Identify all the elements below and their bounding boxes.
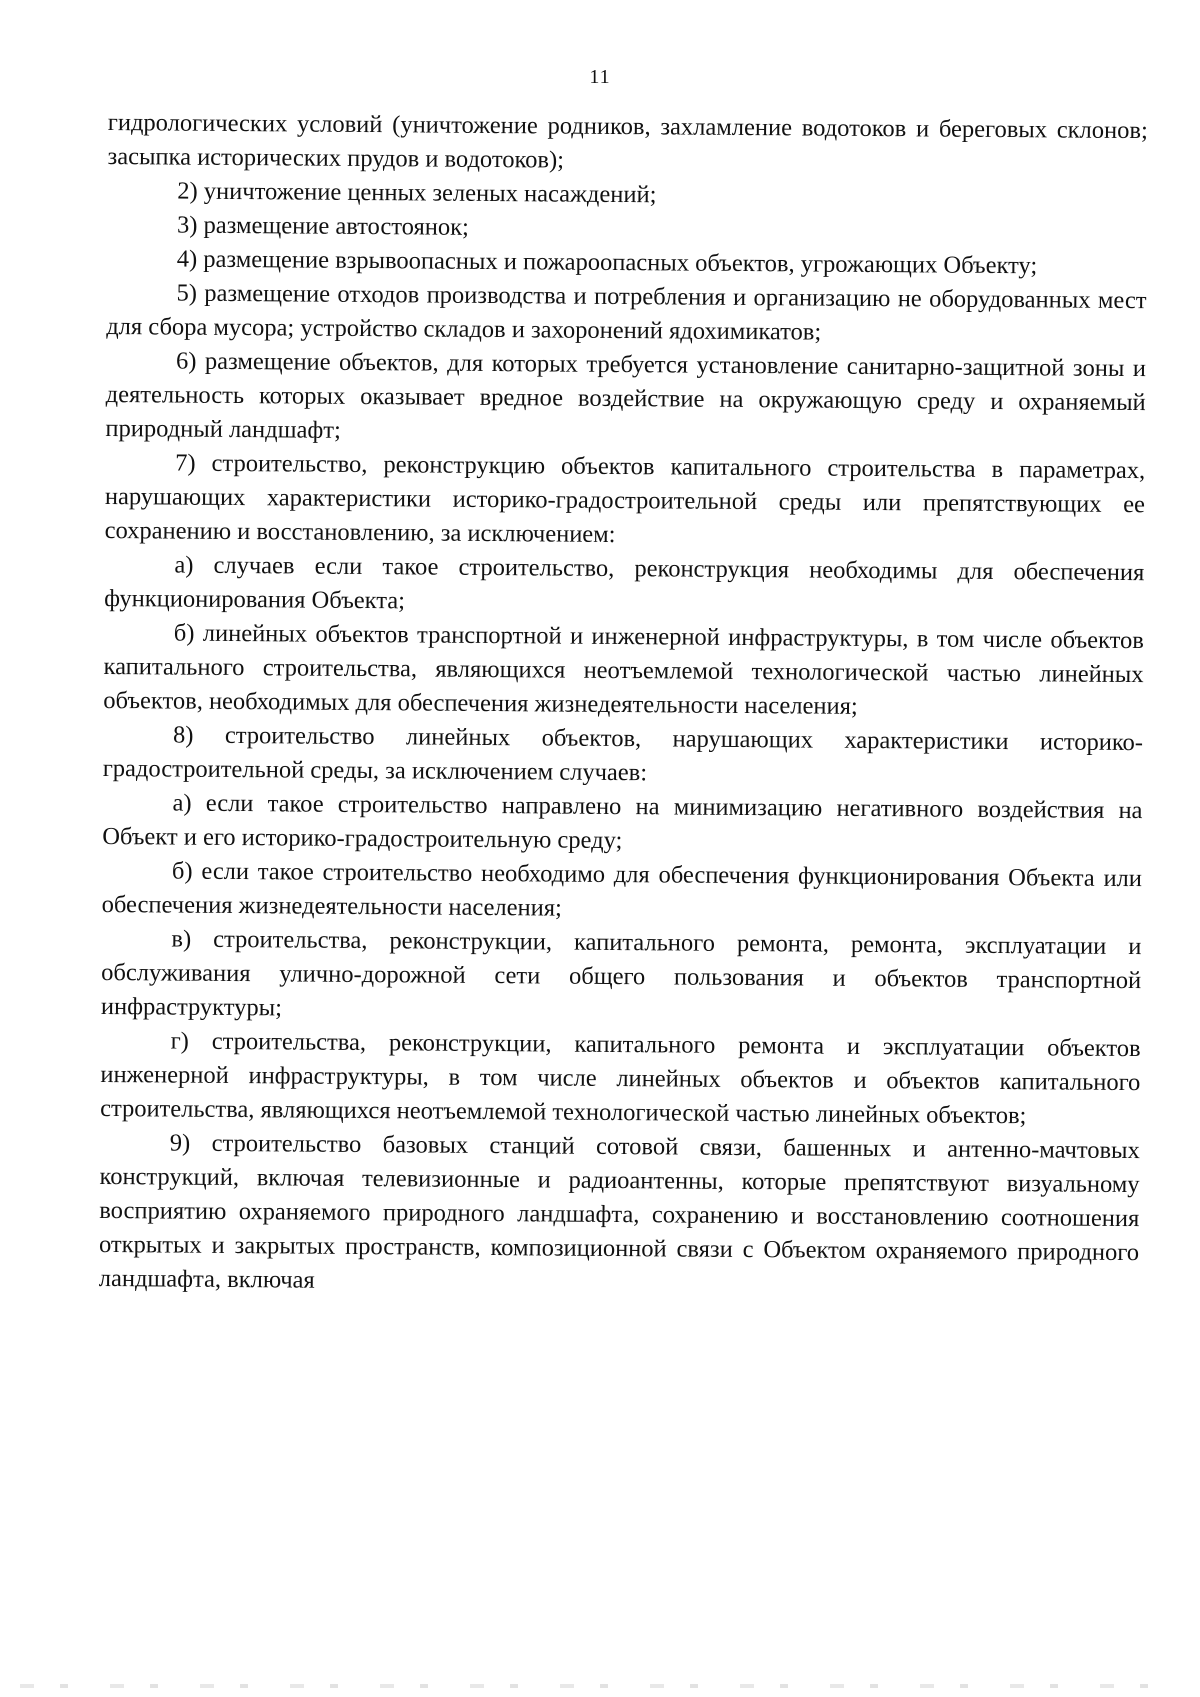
list-item-7: 7) строительство, реконструкцию объектов капитального строительства в параметрах, нарушающих характеристики историко-градостроительной среды или препятствующих ее сохранению и восстановлению, за исключением: [104,449,1146,548]
list-item-5: 5) размещение отходов производства и потребления и организацию не оборудованных мест для сбора мусора; устройство складов и захоронений ядохимикатов; [106,279,1147,346]
paragraph-continuation: гидрологических условий (уничтожение родников, захламление водотоков и береговых склонов; засыпка исторических прудов и водотоков); [107,108,1148,174]
sub-item-8a: а) если такое строительство направлено на минимизацию негативного воздействия на Объект и его историко-градостроительную среду; [102,789,1143,855]
list-item-6: 6) размещение объектов, для которых требуется установление санитарно-защитной зоны и деятельность которых оказывает вредное воздействие на окружающую среду и охраняемый природный ландшафт; [105,347,1147,444]
sub-item-7b: б) линейных объектов транспортной и инженерной инфраструктуры, в том числе объектов капитального строительства, являющихся неотъемлемой технологической частью линейных объектов, необходимых для обеспечения жизнедеятельности населения; [103,619,1144,720]
sub-item-8b: б) если такое строительство необходимо для обеспечения функционирования Объекта или обеспечения жизнедеятельности населения; [101,857,1143,922]
list-item-2: 2) уничтожение ценных зеленых насаждений; [177,177,657,209]
scan-edge-artifact [20,1684,1180,1688]
list-item-9: 9) строительство базовых станций сотовой связи, башенных и антенно-мачтовых конструкций, включая телевизионные и радиоантенны, которые препятствуют визуальному восприятию охраняемого природного ландшафта, сохранению и восстановлению соотношения открытых и закрытых пространств, композиционной связи с Объектом охраняемого природного ландшафта, включая [98,1129,1140,1294]
list-item-3: 3) размещение автостоянок; [176,211,469,241]
sub-item-8g: г) строительства, реконструкции, капитального ремонта и эксплуатации объектов инженерной инфраструктуры, в том числе линейных объектов и объектов капитального строительства, являющихся неотъемлемой технологической частью линейных объектов; [100,1027,1141,1130]
document-body [99,106,1148,1304]
sub-item-7a: а) случаев если такое строительство, реконструкция необходимы для обеспечения функционирования Объекта; [104,551,1145,615]
list-item-4: 4) размещение взрывоопасных и пожароопасных объектов, угрожающих Объекту; [176,245,1038,280]
page-number: 11 [589,66,611,88]
list-item-8: 8) строительство линейных объектов, нарушающих характеристики историко-градостроительной среды, за исключением случаев: [102,721,1144,787]
sub-item-8v: в) строительства, реконструкции, капитального ремонта, ремонта, эксплуатации и обслуживания улично-дорожной сети общего пользования и объектов транспортной инфраструктуры; [100,925,1142,1022]
